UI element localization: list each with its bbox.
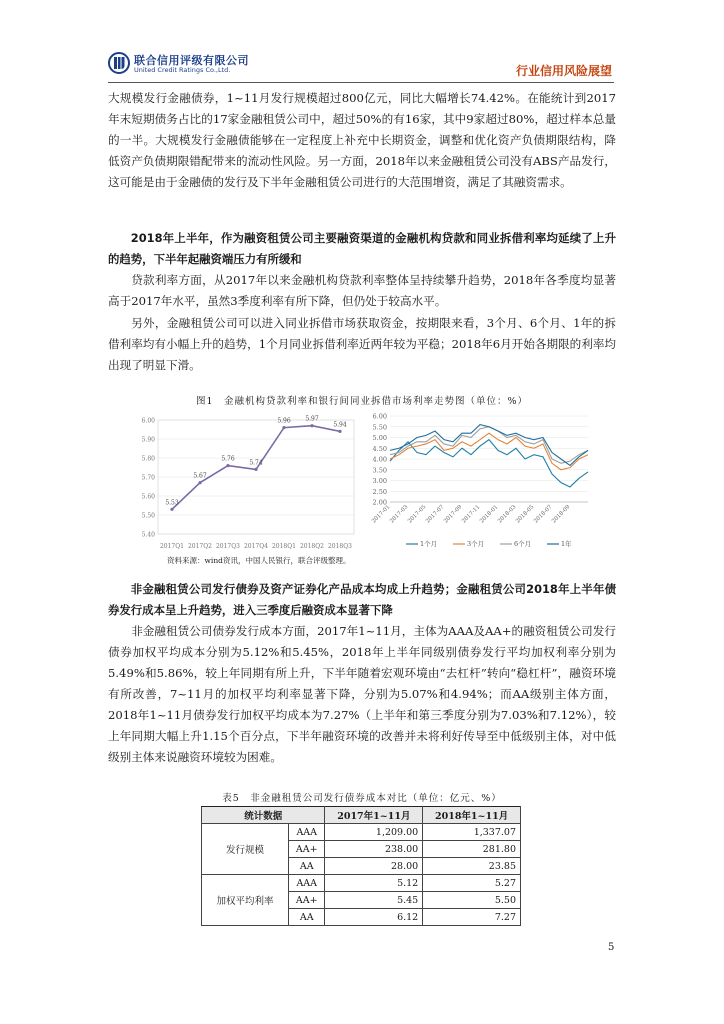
report-title: 行业信用风险展望 <box>515 64 612 78</box>
y-tick-label: 2.50 <box>372 487 387 496</box>
legend-label: 6个月 <box>514 540 532 548</box>
x-tick-label: 2017-03 <box>389 504 410 525</box>
table-header-2017: 2017年1~11月 <box>325 807 423 824</box>
paragraph-financing: 大规模发行金融债券，1~11月发行规模超过800亿元，同比大幅增长74.42%。在能统计到2017年末短期债务占比的17家金融租赁公司中，超过50%的有16家，其中9家超过80%，超过样本总量的一半。大规模发行金融债能够在一定程度上补充中长期资金，调整和优化资产负债期限结构，降低资产负债期限错配带来的流动性风险。另一方面，2018年以来金融租赁公司没有ABS产品发行，这可能是由于金融债的发行及下半年金融租赁公司进行的大范围增资，满足了其融资需求。 <box>108 91 616 189</box>
data-point <box>226 464 229 467</box>
page-header <box>108 50 614 80</box>
paragraph-interbank-rates: 另外，金融租赁公司可以进入同业拆借市场获取资金，按期限来看，3个月、6个月、1年的拆借利率均有小幅上升的趋势，1个月同业拆借利率近两年较为平稳；2018年6月开始各期限的利率均出现了明显下滑。 <box>108 316 617 372</box>
table-cell-grade: AA <box>289 909 325 926</box>
x-tick-label: 2018-05 <box>515 504 536 525</box>
x-tick-label: 2017Q2 <box>187 543 213 550</box>
bond-cost-table <box>201 806 521 926</box>
paragraph-loan-rates: 贷款利率方面，从2017年以来金融机构贷款利率整体呈持续攀升趋势，2018年各季度均显著高于2017年水平，虽然3季度利率有所下降，但仍处于较高水平。 <box>108 273 616 308</box>
header-divider <box>108 82 614 83</box>
legend-label: 1个月 <box>420 540 438 548</box>
data-point <box>310 424 313 427</box>
y-tick-label: 5.80 <box>141 455 155 463</box>
y-tick-label: 5.00 <box>372 434 387 442</box>
data-label: 5.76 <box>221 455 235 463</box>
y-tick-label: 4.50 <box>372 444 387 453</box>
table-cell-2017: 1,209.00 <box>325 824 423 841</box>
loan-rate-chart <box>130 410 362 555</box>
data-label: 5.74 <box>249 459 263 467</box>
x-tick-label: 2018Q2 <box>299 543 325 550</box>
table-cell-grade: AAA <box>289 875 325 892</box>
table-cell-2018: 7.27 <box>423 909 521 926</box>
x-tick-label: 2017Q1 <box>159 543 185 550</box>
x-tick-label: 2018Q1 <box>271 543 297 550</box>
legend-label: 3个月 <box>467 540 485 548</box>
table-cell-grade: AA <box>289 858 325 875</box>
y-tick-label: 5.60 <box>141 493 155 501</box>
table-cell-2017: 238.00 <box>325 841 423 858</box>
figure-source: 资料来源：wind资讯，中国人民银行，联合评级整理。 <box>167 556 351 565</box>
y-tick-label: 3.00 <box>372 477 387 485</box>
table-row <box>202 875 521 892</box>
data-point <box>338 430 341 433</box>
table-cell-2018: 1,337.07 <box>423 824 521 841</box>
x-tick-label: 2018-01 <box>479 504 500 525</box>
interbank-rate-chart <box>366 410 592 555</box>
y-tick-label: 6.00 <box>141 417 155 425</box>
table-cell-2018: 5.50 <box>423 892 521 909</box>
paragraph-bond-cost: 非金融租赁公司债券发行成本方面，2017年1~11月，主体为AAA及AA+的融资租赁公司发行债券加权平均成本分别为5.12%和5.45%，2018年上半年同级别债券发行平均加权利率分别为5.49%和5.86%，较上年同期有所上升，下半年随着宏观环境由“去杠杆”转向“稳杠杆”，融资环境有所改善，7~11月的加权平均利率显著下降，分别为5.07%和4.94%；而AA级别主体方面，2018年1~11月债券发行加权平均成本为7.27%（上半年和第三季度分别为7.03%和7.12%），较上年同期大幅上升1.15个百分点，下半年融资环境的改善并未将利好传导至中低级别主体，对中低级别主体来说融资环境较为困难。 <box>108 624 616 764</box>
data-point <box>282 426 285 429</box>
data-label: 5.67 <box>193 472 207 480</box>
x-tick-label: 2018-03 <box>497 504 518 525</box>
y-tick-label: 5.40 <box>141 531 155 539</box>
x-tick-label: 2017Q4 <box>243 543 269 550</box>
data-point <box>254 468 257 471</box>
x-tick-label: 2017Q3 <box>215 543 241 550</box>
table-cell-grade: AAA <box>289 824 325 841</box>
y-tick-label: 5.70 <box>141 474 155 482</box>
table-header-2018: 2018年1~11月 <box>423 807 521 824</box>
page-number: 5 <box>608 942 615 953</box>
table-cell-2017: 5.45 <box>325 892 423 909</box>
loan-rate-line <box>172 426 340 510</box>
table-cell-2017: 6.12 <box>325 909 423 926</box>
table-row <box>202 824 521 841</box>
x-tick-label: 2017-07 <box>425 504 446 525</box>
series-line-2 <box>390 433 588 470</box>
y-tick-label: 2.00 <box>372 498 387 507</box>
table-cell-2017: 28.00 <box>325 858 423 875</box>
data-label: 5.53 <box>165 499 179 507</box>
section-heading-rates: 2018年上半年，作为融资租赁公司主要融资渠道的金融机构贷款和同业拆借利率均延续了上升的趋势，下半年起融资端压力有所缓和 <box>108 231 616 266</box>
y-tick-label: 5.50 <box>372 423 387 432</box>
y-tick-label: 5.50 <box>141 512 155 520</box>
data-point <box>170 508 173 511</box>
y-tick-label: 3.50 <box>372 466 387 475</box>
x-tick-label: 2017-05 <box>407 504 428 525</box>
table-header-stat: 统计数据 <box>202 807 325 824</box>
table-cell-grade: AA+ <box>289 841 325 858</box>
data-label: 5.96 <box>277 417 291 425</box>
table-cell-grade: AA+ <box>289 892 325 909</box>
logo-company-name-en: United Credit Ratings Co.,Ltd. <box>134 66 231 74</box>
table-caption: 表5 非金融租赁公司发行债券成本对比（单位：亿元、%） <box>222 793 502 804</box>
y-tick-label: 4.00 <box>372 455 387 464</box>
x-tick-label: 2018Q3 <box>327 543 353 550</box>
data-label: 5.94 <box>333 421 347 429</box>
x-tick-label: 2017-01 <box>371 504 392 525</box>
company-logo-icon <box>108 52 130 74</box>
x-tick-label: 2017-09 <box>443 504 464 525</box>
x-tick-label: 2017-11 <box>461 504 482 525</box>
figure-caption: 图1 金融机构贷款利率和银行间同业拆借市场利率走势图（单位：%） <box>195 396 529 407</box>
data-label: 5.97 <box>305 415 319 423</box>
table-cell-2018: 281.80 <box>423 841 521 858</box>
series-line-1 <box>390 440 588 487</box>
x-tick-label: 2018-09 <box>551 504 572 525</box>
table-group-label: 加权平均利率 <box>202 875 289 926</box>
table-cell-2018: 23.85 <box>423 858 521 875</box>
y-tick-label: 6.00 <box>372 412 387 421</box>
table-cell-2017: 5.12 <box>325 875 423 892</box>
table-cell-2018: 5.27 <box>423 875 521 892</box>
x-tick-label: 2018-07 <box>533 504 554 525</box>
data-point <box>198 481 201 484</box>
logo-company-name: 联合信用评级有限公司 <box>134 54 249 67</box>
section-heading-bond-cost: 非金融租赁公司发行债券及资产证券化产品成本均成上升趋势；金融租赁公司2018年上半年债券发行成本呈上升趋势，进入三季度后融资成本显著下降 <box>108 582 616 617</box>
legend-label: 1年 <box>561 540 572 548</box>
table-group-label: 发行规模 <box>202 824 289 875</box>
y-tick-label: 5.90 <box>141 436 155 444</box>
